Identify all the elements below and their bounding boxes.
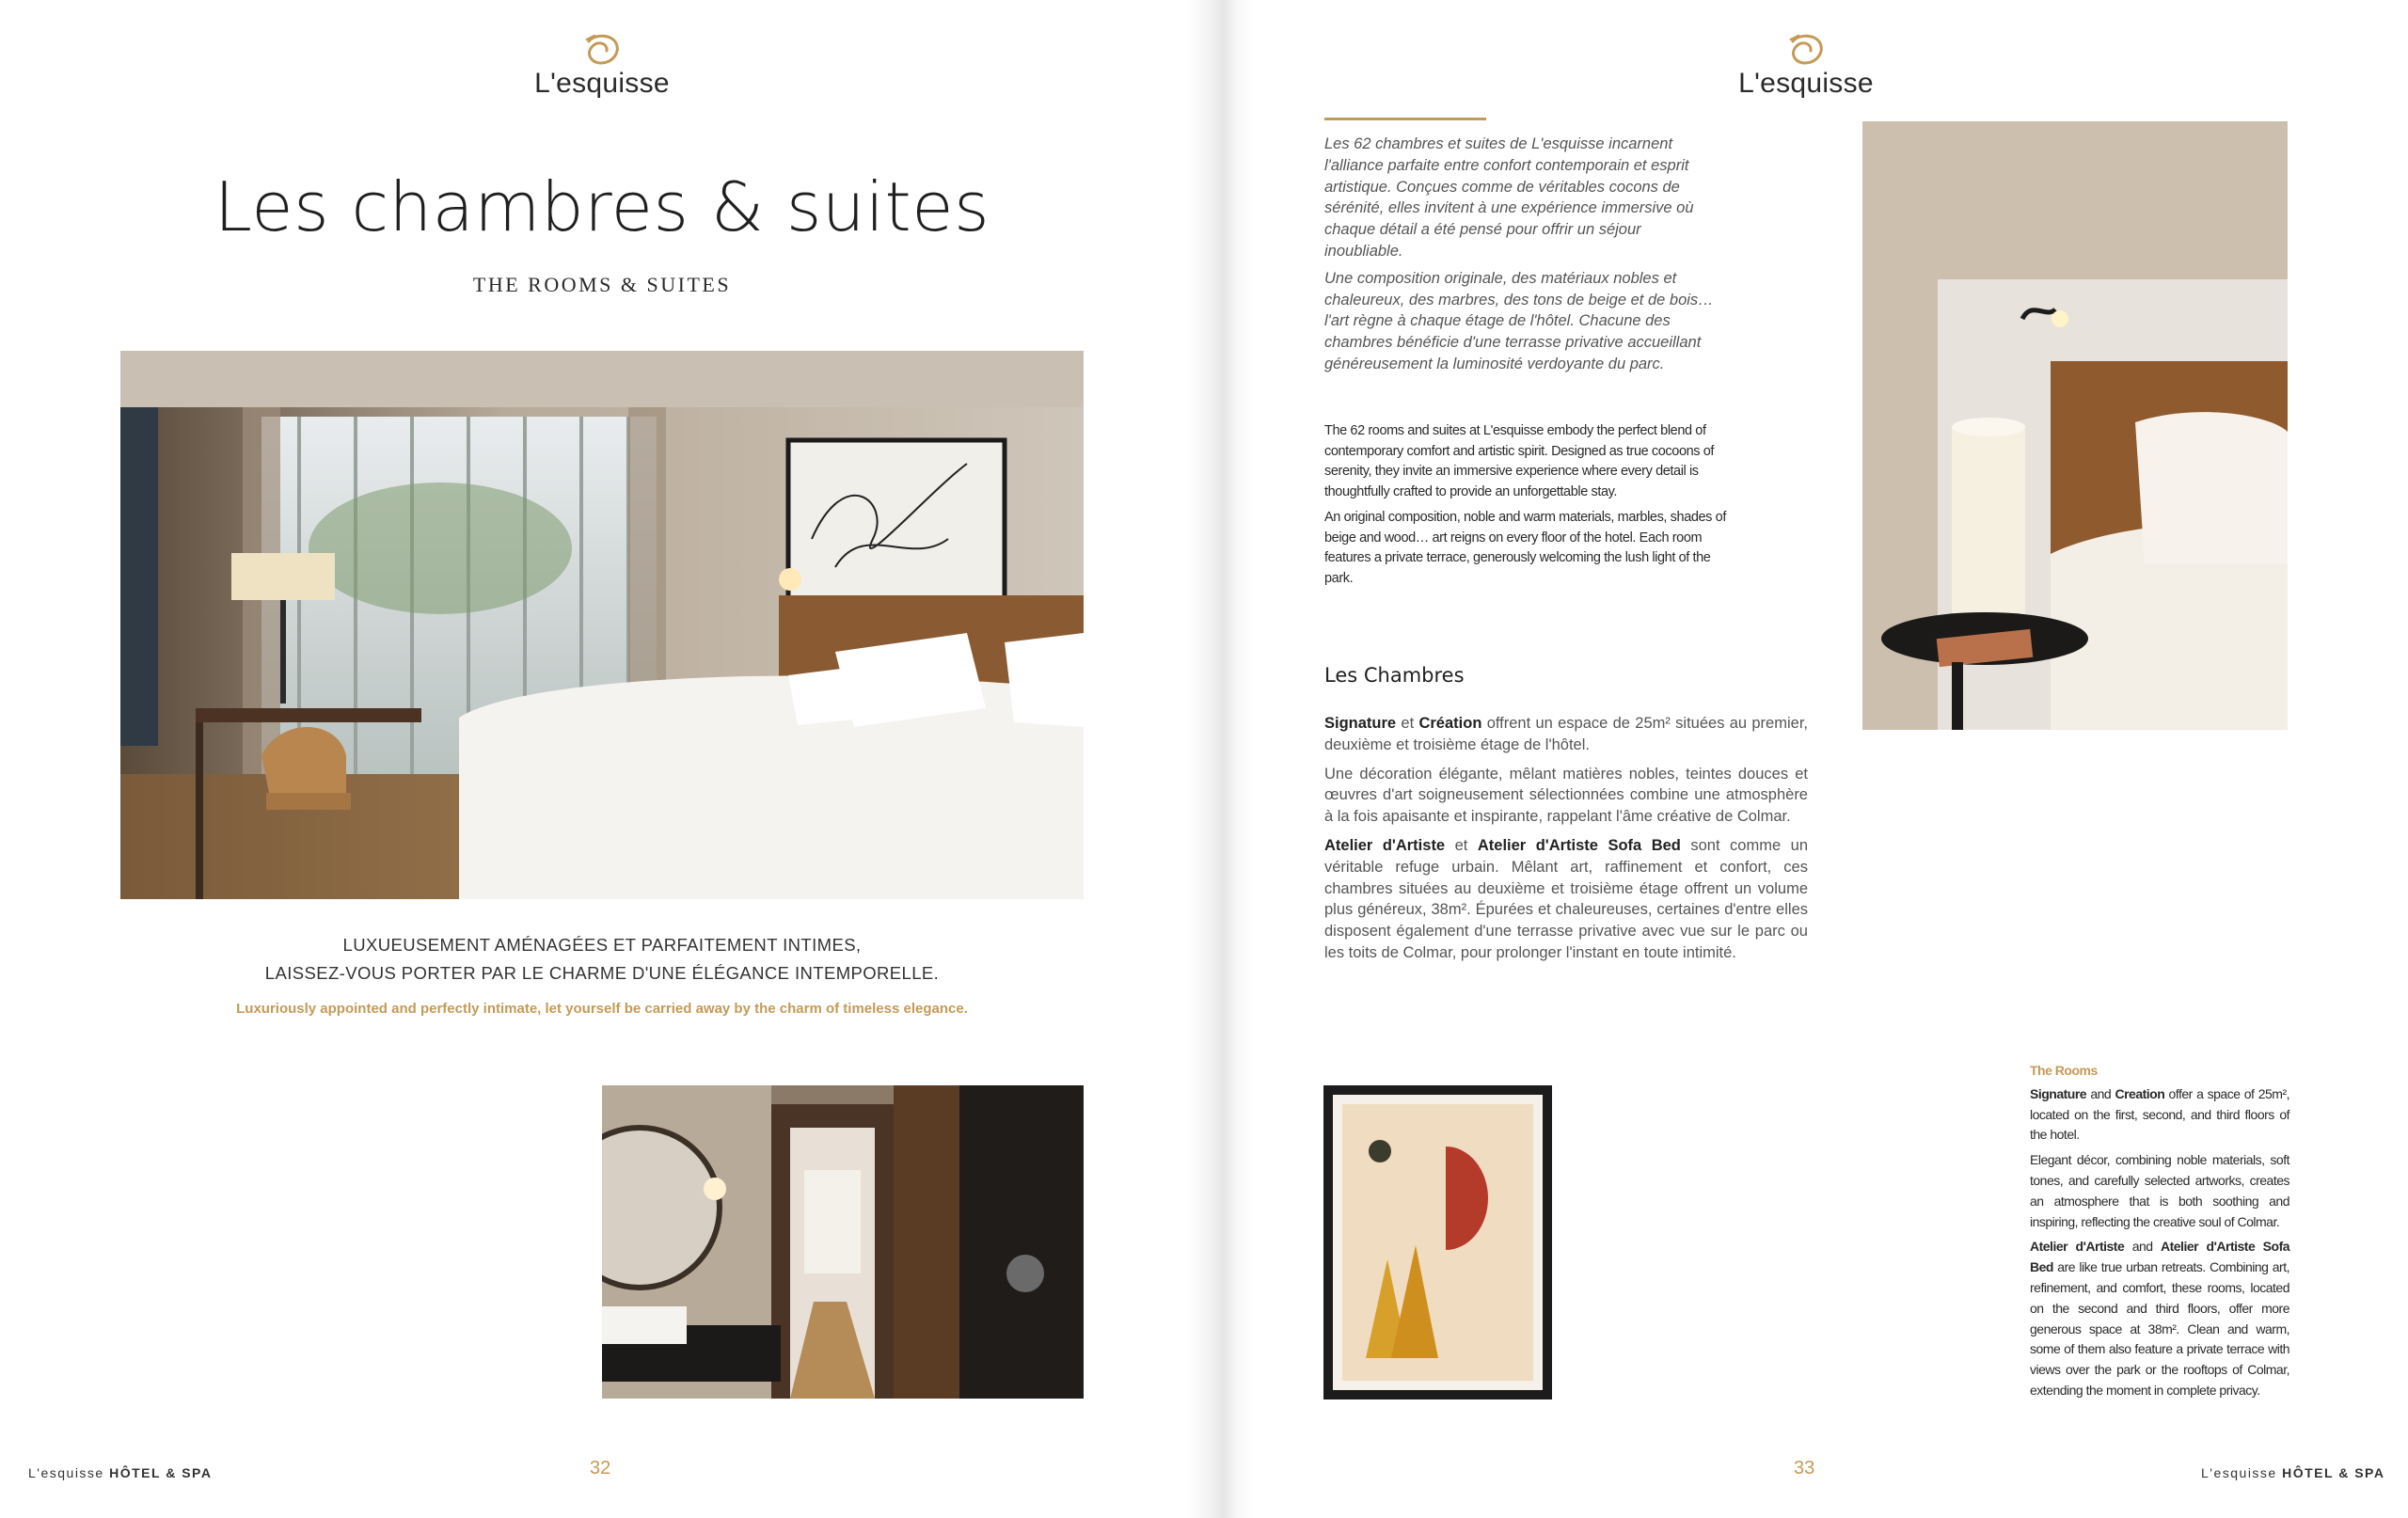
english-paragraph-2: Elegant décor, combining noble materials, soft tones, and carefully selected artworks, creates an atmosphere that is both soothing and inspiring, reflecting the creative soul of Colmar. [2030,1152,2289,1229]
french-paragraph-1 [1324,713,1808,756]
bedside-photo [1862,121,2288,730]
right-page [1204,0,2408,1518]
room-type-name: Atelier d'Artiste [1324,836,1446,854]
footer-brand-name: L'esquisse [2201,1465,2277,1480]
intro-french-paragraph: Une composition originale, des matériaux nobles et chaleureux, des marbres, des tons de beige et de bois… l'art règne à chaque étage de l'hôtel. Chacune des chambres bénéficie d'une terrasse privative accueillant généreusement la luminosité verdoyante du parc. [1324,269,1714,372]
brand-logo [1712,32,1900,100]
logo-wordmark: L'esquisse [534,68,670,99]
rooms-description-french [1324,713,1808,972]
gold-divider [1324,118,1486,120]
intro-english-paragraph: The 62 rooms and suites at L'esquisse embody the perfect blend of contemporary comfort and artistic spirit. Designed as true cocoons of serenity, they invite an immersive experience where every detail is thoughtfully crafted to provide an unforgettable stay. [1324,423,1715,499]
room-type-name: Atelier d'Artiste Sofa Bed [1477,836,1681,854]
room-type-name: Signature [2030,1085,2087,1101]
caption-french [0,931,1204,988]
section-title: Les Chambres [1324,664,1465,687]
footer-brand-suffix: HÔTEL & SPA [2282,1465,2385,1480]
rooms-description-english [2030,1061,2289,1406]
conjunction: and [2124,1239,2161,1255]
footer-brand-suffix: HÔTEL & SPA [109,1465,213,1480]
page-number-right: 33 [1794,1458,1815,1478]
brand-logo [508,32,696,100]
room-type-name: Signature [1324,715,1397,732]
english-paragraph-3 [2030,1237,2289,1400]
conjunction: and [2086,1085,2115,1101]
page-subtitle: THE ROOMS & SUITES [472,273,732,296]
paragraph-text: sont comme un véritable refuge urbain. Mêlant art, raffinement et confort, ces chambres situées au deuxième et troisième étage offrent un volume plus généreux, 38m². Épurées et chaleureuses, certaines d'entre elles disposent également d'une terrasse privative avec vue sur le parc ou les toits de Colmar, pour prolonger l'instant en toute intimité. [1324,836,1808,961]
english-paragraph-1 [2030,1084,2289,1146]
caption-french-line2: LAISSEZ-VOUS PORTER PAR LE CHARME D'UNE ÉLÉGANCE INTEMPORELLE. [264,963,940,983]
footer-brand-left [28,1465,212,1480]
caption-english: Luxuriously appointed and perfectly intimate, let yourself be carried away by the charm of timeless elegance. [236,1001,968,1017]
bedroom-photo [120,351,1084,899]
english-section-title: The Rooms [2030,1063,2098,1078]
room-type-name: Création [1418,715,1482,732]
footer-brand-right [2201,1465,2384,1480]
paragraph-text: offer a space of 25m², located on the first, second, and third floors of the hotel. [2030,1085,2289,1143]
french-paragraph-2: Une décoration élégante, mêlant matières nobles, teintes douces et œuvres d'art soigneusement sélectionnées combine une atmosphère à la fois apaisante et inspirante, rappelant l'âme créative de Colmar. [1324,765,1808,826]
room-type-name: Atelier d'Artiste Sofa Bed [2030,1239,2290,1275]
page-number-left: 32 [590,1458,611,1478]
conjunction: et [1445,836,1478,854]
french-paragraph-3 [1324,835,1808,964]
caption-french-line1: LUXUEUSEMENT AMÉNAGÉES ET PARFAITEMENT INTIMES, [342,935,862,955]
intro-french [1324,134,1719,381]
bathroom-photo [602,1085,1084,1399]
room-type-name: Creation [2115,1085,2165,1101]
paragraph-text: are like true urban retreats. Combining art, refinement, and comfort, these rooms, located on the second and third floors, offer more generous space at 38m². Clean and warm, some of them also feature a private terrace with views over the park or the rooftops of Colmar, extending the moment in complete privacy. [2030,1259,2289,1398]
room-type-name: Atelier d'Artiste [2030,1239,2125,1255]
framed-artwork [1323,1085,1552,1399]
paragraph-text: offrent un espace de 25m² situées au premier, deuxième et troisième étage de l'hôtel. [1324,715,1808,753]
intro-english [1324,421,1729,594]
intro-french-paragraph: Les 62 chambres et suites de L'esquisse incarnent l'alliance parfaite entre confort contemporain et esprit artistique. Conçues comme de véritables cocons de sérénité, elles invitent à une expérience immersive où chaque détail a été pensé pour offrir un séjour inoubliable. [1324,135,1694,260]
logo-emblem-icon [1785,32,1827,70]
intro-english-paragraph: An original composition, noble and warm materials, marbles, shades of beige and wood… art reigns on every floor of the hotel. Each room features a private terrace, generously welcoming the lush light of the park. [1324,510,1726,586]
logo-emblem-icon [581,32,623,70]
conjunction: et [1396,715,1419,732]
logo-wordmark: L'esquisse [1738,68,1874,99]
footer-brand-name: L'esquisse [28,1465,104,1480]
page-title: Les chambres & suites [214,167,990,246]
